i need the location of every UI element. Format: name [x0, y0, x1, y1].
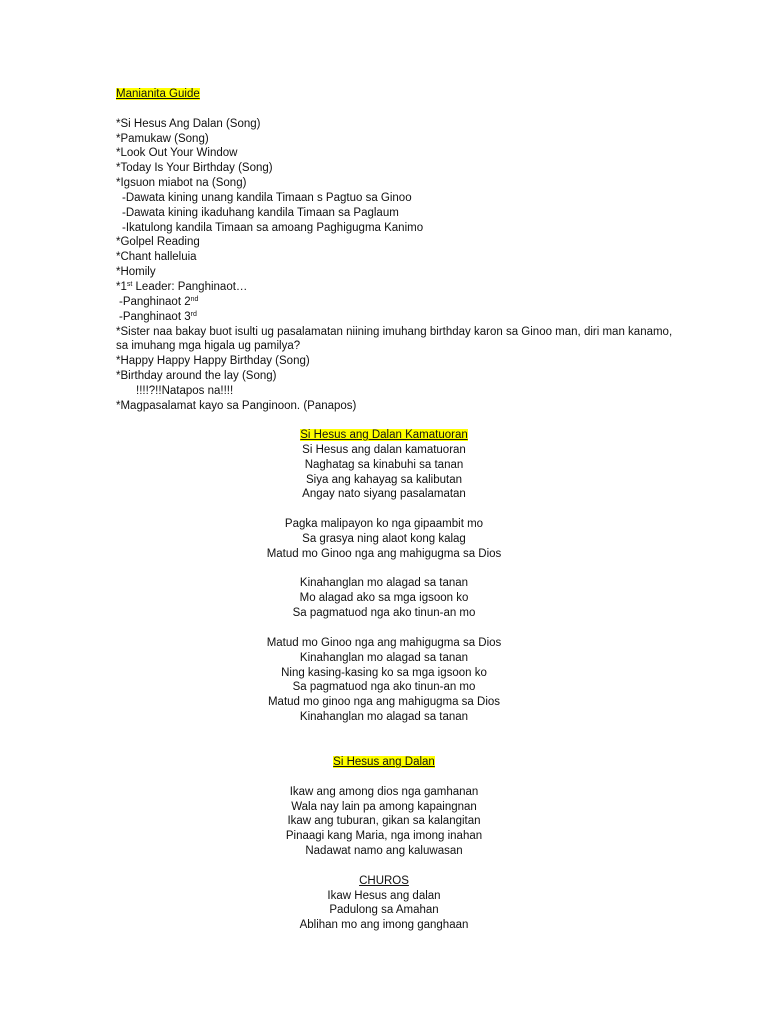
natapos-line: !!!!?!!Natapos na!!!!	[136, 384, 234, 397]
lyric-line: Kinahanglan mo alagad sa tanan	[299, 711, 469, 724]
lyric-line: Sa pagmatuod nga ako tinun-an mo	[292, 681, 476, 694]
lyric-line: Angay nato siyang pasalamatan	[302, 488, 466, 501]
guide-title: Manianita Guide	[116, 88, 200, 100]
lyric-line: Sa grasya ning alaot kong kalag	[302, 532, 466, 545]
lyric-line: Nadawat namo ang kaluwasan	[305, 845, 463, 858]
guide-item: *Happy Happy Happy Birthday (Song)	[116, 355, 310, 368]
lyric-line: Matud mo ginoo nga ang mahigugma sa Dios	[267, 696, 501, 709]
guide-item: *Homily	[116, 266, 156, 279]
closing-line: *Magpasalamat kayo sa Panginoon. (Panapos)	[116, 399, 357, 412]
lyric-line: Ikaw Hesus ang dalan	[327, 889, 441, 902]
panghinaot-2: -Panghinaot 2nd	[119, 295, 199, 308]
manianita-guide	[116, 87, 676, 414]
song-title: Si Hesus ang Dalan	[333, 756, 435, 768]
panghinaot-3: -Panghinaot 3rd	[119, 310, 197, 323]
lyric-line: Kinahanglan mo alagad sa tanan	[299, 577, 469, 590]
lyric-line: Wala nay lain pa among kapaingnan	[291, 800, 477, 813]
lyric-line: Matud mo Ginoo nga ang mahigugma sa Dios	[266, 547, 502, 560]
guide-item: *Golpel Reading	[116, 236, 200, 249]
leader-line: *1st Leader: Panghinaot…	[116, 280, 248, 293]
guide-item: *Igsuon miabot na (Song)	[116, 177, 247, 190]
lyric-line: Kinahanglan mo alagad sa tanan	[299, 651, 469, 664]
song-dalan	[184, 755, 584, 933]
sister-line: *Sister naa bakay buot isulti ug pasalamatan niining imuhang birthday karon sa Ginoo man, diri man kanamo, sa imuhang mga higala ug pamilya?	[116, 325, 673, 353]
lyric-line: Ning kasing-kasing ko sa mga igsoon ko	[281, 666, 487, 679]
lyric-line: Siya ang kahayag sa kalibutan	[306, 473, 462, 486]
lyric-line: Si Hesus ang dalan kamatuoran	[302, 443, 466, 456]
guide-item: *Today Is Your Birthday (Song)	[116, 162, 273, 175]
lyric-line: Ikaw ang tuburan, gikan sa kalangitan	[287, 815, 481, 828]
lyric-line: Matud mo Ginoo nga ang mahigugma sa Dios	[266, 636, 502, 649]
lyric-line: Ikaw ang among dios nga gamhanan	[289, 785, 479, 798]
guide-item: *Pamukaw (Song)	[116, 132, 209, 145]
guide-item: *Look Out Your Window	[116, 147, 238, 160]
chorus-label: CHUROS	[359, 874, 409, 887]
candle-line: -Dawata kining unang kandila Timaan s Pagtuo sa Ginoo	[122, 191, 412, 204]
song-title: Si Hesus ang Dalan Kamatuoran	[300, 429, 468, 441]
candle-line: -Dawata kining ikaduhang kandila Timaan sa Paglaum	[122, 206, 399, 219]
guide-item: *Chant halleluia	[116, 251, 197, 264]
guide-item: *Si Hesus Ang Dalan (Song)	[116, 117, 261, 130]
lyric-line: Sa pagmatuod nga ako tinun-an mo	[292, 607, 476, 620]
lyric-line: Padulong sa Amahan	[329, 904, 439, 917]
lyric-line: Pagka malipayon ko nga gipaambit mo	[284, 518, 484, 531]
lyric-line: Mo alagad ako sa mga igsoon ko	[299, 592, 469, 605]
candle-line: -Ikatulong kandila Timaan sa amoang Paghigugma Kanimo	[122, 221, 424, 234]
song-kamatuoran	[184, 428, 584, 725]
lyric-line: Ablihan mo ang imong ganghaan	[299, 919, 469, 932]
lyric-line: Naghatag sa kinabuhi sa tanan	[304, 458, 464, 471]
guide-item: *Birthday around the lay (Song)	[116, 370, 277, 383]
lyric-line: Pinaagi kang Maria, nga imong inahan	[285, 830, 483, 843]
